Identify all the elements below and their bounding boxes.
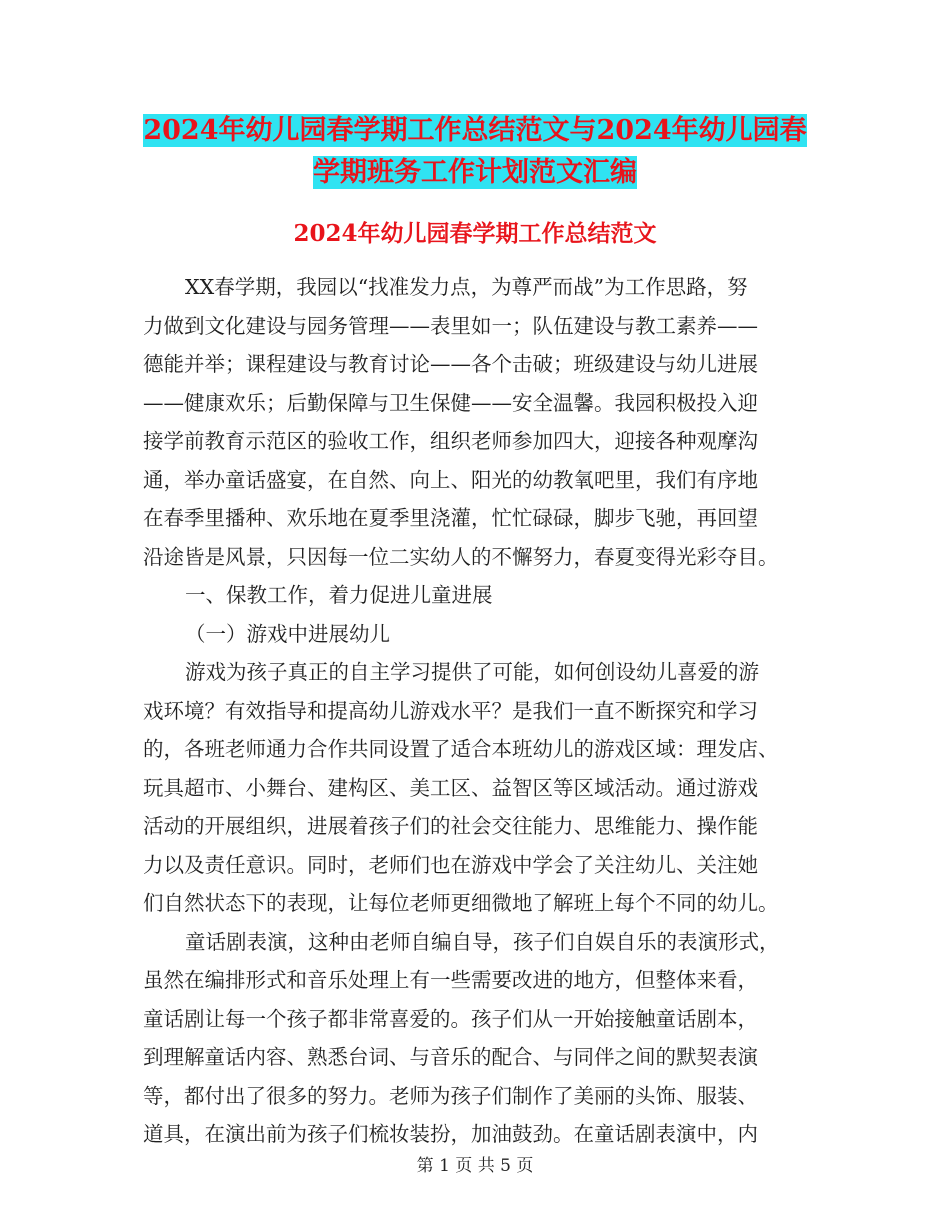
body-line: 力做到文化建设与园务管理——表里如一；队伍建设与教工素养—— — [143, 313, 758, 338]
body-line: 道具，在演出前为孩子们梳妆装扮，加油鼓劲。在童话剧表演中，内 — [143, 1122, 758, 1146]
body-line: 在春季里播种、欢乐地在夏季里浇灌，忙忙碌碌，脚步飞驰，再回望 — [143, 506, 758, 530]
document-title-line-1 — [0, 110, 950, 152]
body-line: 沿途皆是风景，只因每一位二实幼人的不懈努力，春夏变得光彩夺目。 — [143, 544, 779, 569]
body-line: XX春学期，我园以“找准发力点，为尊严而战”为工作思路，努 — [185, 275, 748, 299]
body-line: 游戏为孩子真正的自主学习提供了可能，如何创设幼儿喜爱的游 — [185, 660, 759, 684]
body-line: 虽然在编排形式和音乐处理上有一些需要改进的地方，但整体来看， — [143, 968, 758, 992]
body-line: 通，举办童话盛宴，在自然、向上、阳光的幼教氧吧里，我们有序地 — [143, 467, 758, 492]
body-line: 到理解童话内容、熟悉台词、与音乐的配合、与同伴之间的默契表演 — [143, 1045, 758, 1069]
document-title-line-2-text: 学期班务工作计划范文汇编 — [313, 157, 637, 188]
body-line: 等，都付出了很多的努力。老师为孩子们制作了美丽的头饰、服装、 — [143, 1083, 758, 1108]
document-title-line-1-text: 2024年幼儿园春学期工作总结范文与2024年幼儿园春 — [143, 115, 807, 146]
section-title: 2024年幼儿园春学期工作总结范文 — [293, 220, 657, 247]
body-line: 童话剧让每一个孩子都非常喜爱的。孩子们从一开始接触童话剧本， — [143, 1006, 758, 1031]
body-line: 活动的开展组织，进展着孩子们的社会交往能力、思维能力、操作能 — [143, 814, 758, 838]
body-line: ——健康欢乐；后勤保障与卫生保健——安全温馨。我园积极投入迎 — [143, 390, 758, 415]
body-line: 戏环境？有效指导和提高幼儿游戏水平？是我们一直不断探究和学习 — [143, 698, 758, 723]
body-line: 玩具超市、小舞台、建构区、美工区、益智区等区域活动。通过游戏 — [143, 775, 758, 800]
page-footer: 第 1 页 共 5 页 — [416, 1156, 534, 1176]
body-line: 们自然状态下的表现，让每位老师更细微地了解班上每个不同的幼儿。 — [143, 891, 779, 915]
body-line: 接学前教育示范区的验收工作，组织老师参加四大，迎接各种观摩沟 — [143, 429, 758, 453]
body-line: （一）游戏中进展幼儿 — [185, 621, 390, 646]
body-line: 力以及责任意识。同时，老师们也在游戏中学会了关注幼儿、关注她 — [143, 852, 758, 877]
body-text — [143, 268, 809, 1154]
body-line: 一、保教工作，着力促进儿童进展 — [185, 583, 493, 607]
document-title-line-2 — [0, 152, 950, 194]
body-line: 德能并举；课程建设与教育讨论——各个击破；班级建设与幼儿进展 — [143, 352, 758, 376]
body-line: 童话剧表演，这种由老师自编自导，孩子们自娱自乐的表演形式， — [185, 929, 780, 954]
body-line: 的，各班老师通力合作共同设置了适合本班幼儿的游戏区域：理发店、 — [143, 737, 779, 761]
